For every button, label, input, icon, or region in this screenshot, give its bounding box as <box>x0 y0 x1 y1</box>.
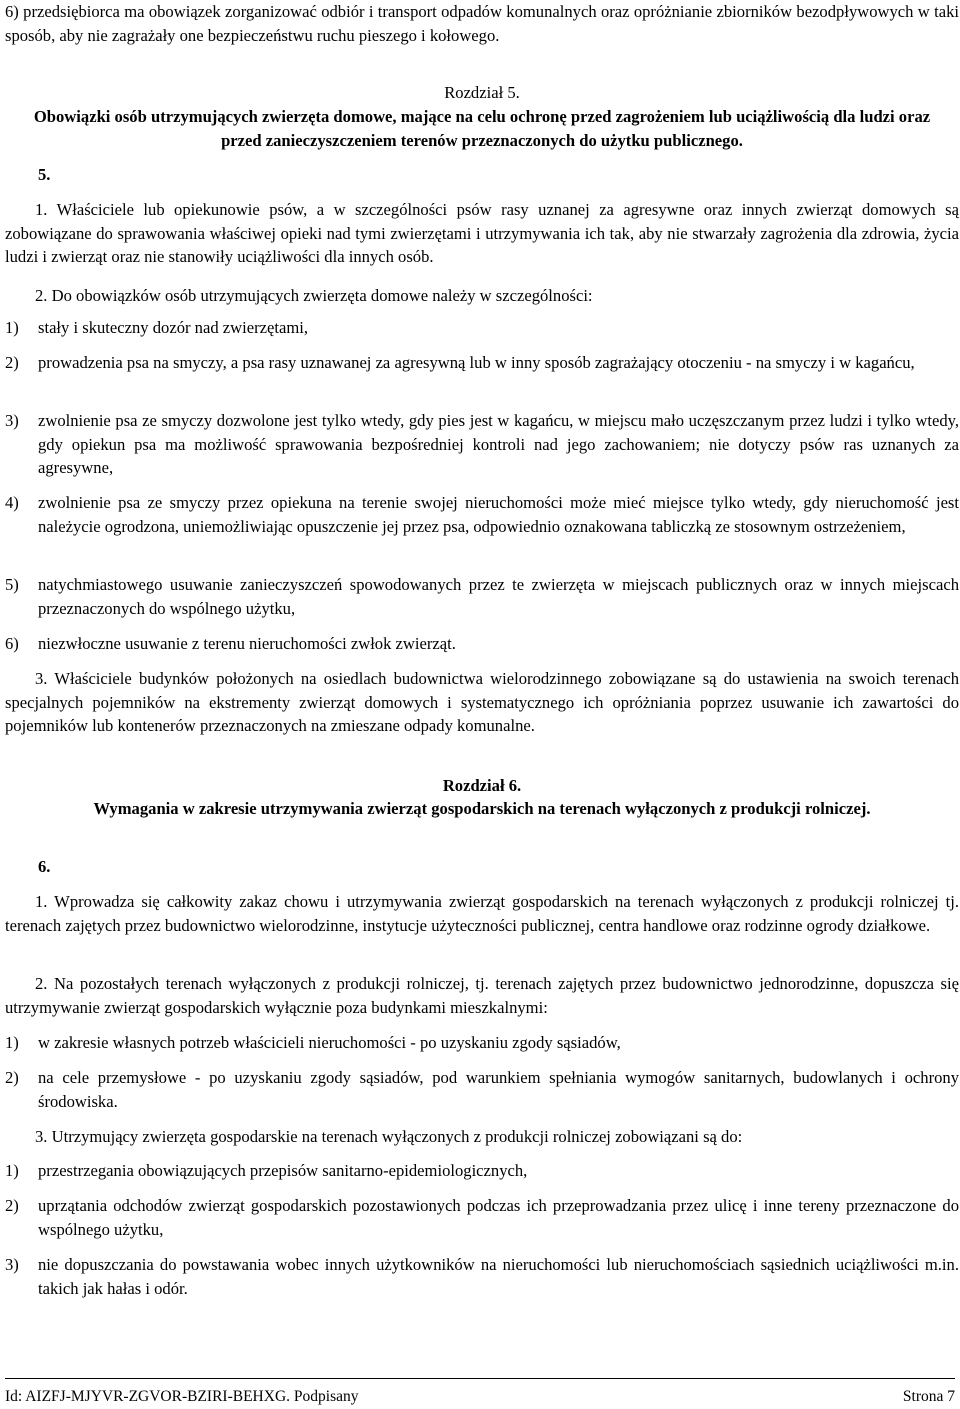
ch6-p2-item-2-num: 2) <box>5 1068 19 1087</box>
ch6-p2-item-1-num: 1) <box>5 1033 19 1052</box>
ch6-p3-item-2-text: uprzątania odchodów zwierząt gospodarskich pozostawionych podczas ich przeprowadzania przez ulicę i inne tereny przeznaczone do wspólnego użytku, <box>38 1196 959 1239</box>
ch6-p2-item-1 <box>5 1031 959 1055</box>
ch5-item-5-text: natychmiastowego usuwanie zanieczyszczeń spowodowanych przez te zwierzęta w miejscach publicznych oraz w innych miejscach przeznaczonych do wspólnego użytku, <box>38 575 959 618</box>
ch6-p3-item-1 <box>5 1159 959 1183</box>
chapter-6-title: Wymagania w zakresie utrzymywania zwierząt gospodarskich na terenach wyłączonych z produkcji rolniczej. <box>93 799 871 818</box>
ch6-p3-item-2 <box>5 1194 959 1241</box>
section-6-number: 6. <box>38 857 51 876</box>
ch6-para-1: 1. Wprowadza się całkowity zakaz chowu i utrzymywania zwierząt gospodarskich na terenach wyłączonych z produkcji rolniczej tj. terenach zajętych przez budownictwo wielorodzinne, instytucje użyteczności publicznej, centra handlowe oraz rodzinne ogrody działkowe. <box>5 892 959 935</box>
ch5-item-1 <box>5 316 959 340</box>
ch5-item-2-num: 2) <box>5 353 19 372</box>
page-number: Strona 7 <box>902 1388 955 1405</box>
ch5-item-5 <box>5 573 959 620</box>
ch6-p3-item-2-num: 2) <box>5 1196 19 1215</box>
ch6-p2-item-2-text: na cele przemysłowe - po uzyskaniu zgody sąsiadów, pod warunkiem spełniania wymogów sanitarnych, budowlanych i ochrony środowiska. <box>38 1068 959 1111</box>
ch5-item-3-text: zwolnienie psa ze smyczy dozwolone jest tylko wtedy, gdy pies jest w kagańcu, w miejscu mało uczęszczanym przez ludzi i tylko wtedy, gdy opiekun psa ma możliwość sprawowania bezpośredniej kontroli nad jego zachowaniem; nie dotyczy psów ras uznanych za agresywne, <box>38 411 959 477</box>
ch5-para-3: 3. Właściciele budynków położonych na osiedlach budownictwa wielorodzinnego zobowiązane są do ustawienia na swoich terenach specjalnych pojemników na ekstrementy zwierząt domowych i systematycznego ich opróżniania poprzez usuwanie ich zawartości do pojemników lub kontenerów przeznaczonych na zmieszane odpady komunalne. <box>5 669 959 735</box>
ch5-item-6 <box>5 632 959 656</box>
ch5-item-1-text: stały i skuteczny dozór nad zwierzętami, <box>38 318 309 337</box>
chapter-6-heading: Rozdział 6. <box>442 776 522 795</box>
ch5-item-4-text: zwolnienie psa ze smyczy przez opiekuna na terenie swojej nieruchomości może mieć miejsce tylko wtedy, gdy nieruchomość jest należycie ogrodzona, uniemożliwiając opuszczenie jej przez psa, odpowiednio oznakowana tabliczką ze stosownym ostrzeżeniem, <box>38 493 959 536</box>
ch5-item-6-text: niezwłoczne usuwanie z terenu nieruchomości zwłok zwierząt. <box>38 634 456 653</box>
page-footer <box>5 1378 955 1409</box>
ch5-item-4 <box>5 491 959 538</box>
section-5-number: 5. <box>38 165 51 184</box>
chapter-5-title: Obowiązki osób utrzymujących zwierzęta domowe, mające na celu ochronę przed zagrożeniem lub uciążliwością dla ludzi oraz przed zanieczyszczeniem terenów przeznaczonych do użytku publicznego. <box>33 107 931 150</box>
ch6-p3-item-1-text: przestrzegania obowiązujących przepisów sanitarno-epidemiologicznych, <box>38 1161 528 1180</box>
ch6-para-3: 3. Utrzymujący zwierzęta gospodarskie na terenach wyłączonych z produkcji rolniczej zobowiązani są do: <box>35 1127 743 1146</box>
ch5-para-2: 2. Do obowiązków osób utrzymujących zwierzęta domowe należy w szczególności: <box>35 286 593 305</box>
ch5-para-1: 1. Właściciele lub opiekunowie psów, a w szczególności psów rasy uznanej za agresywne oraz innych zwierząt domowych są zobowiązane do sprawowania właściwej opieki nad tymi zwierzętami i utrzymywania ich tak, aby nie stwarzały zagrożenia dla zdrowia, życia ludzi i zwierząt oraz nie stanowiły uciążliwości dla innych osób. <box>5 200 959 266</box>
ch6-p3-item-3-text: nie dopuszczania do powstawania wobec innych użytkowników na nieruchomości lub nieruchomościach sąsiednich uciążliwości m.in. takich jak hałas i odór. <box>38 1255 959 1298</box>
ch5-item-2-text: prowadzenia psa na smyczy, a psa rasy uznawanej za agresywną lub w inny sposób zagrażający otoczeniu - na smyczy i w kagańcu, <box>38 353 915 372</box>
ch5-item-2 <box>5 351 959 375</box>
ch6-p3-item-1-num: 1) <box>5 1161 19 1180</box>
ch6-para-2: 2. Na pozostałych terenach wyłączonych z produkcji rolniczej, tj. terenach zajętych przez budownictwo jednorodzinne, dopuszcza się utrzymywanie zwierząt gospodarskich wyłącznie poza budynkami mieszkalnymi: <box>5 974 959 1017</box>
chapter-5-heading: Rozdział 5. <box>444 83 520 102</box>
ch6-p3-item-3 <box>5 1253 959 1300</box>
ch5-item-4-num: 4) <box>5 493 19 512</box>
ch6-p3-item-3-num: 3) <box>5 1255 19 1274</box>
ch5-item-3 <box>5 409 959 480</box>
document-id: Id: AIZFJ-MJYVR-ZGVOR-BZIRI-BEHXG. Podpisany <box>5 1388 359 1405</box>
ch5-item-5-num: 5) <box>5 575 19 594</box>
ch5-item-1-num: 1) <box>5 318 19 337</box>
ch6-p2-item-1-text: w zakresie własnych potrzeb właścicieli nieruchomości - po uzyskaniu zgody sąsiadów, <box>38 1033 621 1052</box>
s4-item-6: 6) przedsiębiorca ma obowiązek zorganizować odbiór i transport odpadów komunalnych oraz opróżnianie zbiorników bezodpływowych w taki sposób, aby nie zagrażały one bezpieczeństwu ruchu pieszego i kołowego. <box>5 2 959 45</box>
ch5-item-6-num: 6) <box>5 634 19 653</box>
ch6-p2-item-2 <box>5 1066 959 1113</box>
ch5-item-3-num: 3) <box>5 411 19 430</box>
